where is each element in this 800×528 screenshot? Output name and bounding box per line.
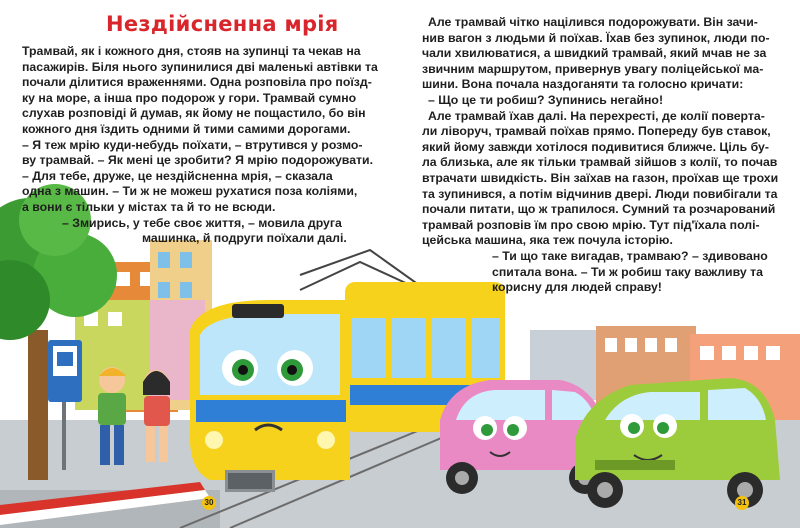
text-line: – Змирись, у тебе своє життя, – мовила друга — [62, 215, 342, 230]
left-page-text — [22, 44, 382, 247]
text-line: чали хвилюватися, а швидкий трамвай, який мчав не за — [422, 46, 767, 61]
text-line: а вони є тільки у містах та й то не всюди. — [22, 199, 276, 214]
text-line: Але трамвай чітко націлився подорожувати. Він зачи- — [428, 15, 758, 29]
text-line: ли ліворуч, трамвай поїхав прямо. Попереду був ставок, — [422, 124, 771, 139]
text-line: – Ти що таке вигадав, трамваю? – здивовано — [492, 248, 768, 263]
text-line: втрачати швидкість. Він заїхав на газон, проїхав ще трохи — [422, 170, 779, 185]
page-number-right: 31 — [735, 496, 749, 510]
text-line: спитала вона. – Ти ж робиш таку важливу та — [492, 264, 763, 279]
text-line: почали питати, що ж трапилося. Сумний та розчарований — [422, 202, 776, 217]
text-line: Трамвай, як і кожного дня, стояв на зупинці та чекав на — [22, 44, 361, 58]
text-line: Але трамвай їхав далі. На перехресті, де колії поверта- — [428, 108, 765, 123]
text-line: одна з машин. – Ти ж не можеш рухатися поза коліями, — [22, 184, 358, 199]
text-line: ку на море, а інша про подорож у гори. Трамвай сумно — [22, 90, 357, 105]
text-line: пасажирів. Біля нього зупинилися дві маленькі автівки та — [22, 59, 378, 74]
text-line: корисну для людей справу! — [492, 280, 662, 295]
text-line: кожного дня їздить одними й тими самими дорогами. — [22, 121, 351, 136]
right-page-text — [422, 15, 782, 296]
text-line: та зупинився, а потім відчинив двері. Люди повибігали та — [422, 186, 778, 201]
text-line: нив вагон з людьми й поїхав. Їхав без зупинок, люди по- — [422, 30, 770, 45]
text-line: звичним маршрутом, привернув увагу поліцейської ма- — [422, 61, 764, 76]
text-line: слухав розповіді й думав, як йому не пощастило, бо він — [22, 106, 366, 121]
text-line: цейська машина, яка теж почула історію. — [422, 233, 673, 248]
text-line: почали ділитися враженнями. Одна розповіла про поїзд- — [22, 75, 372, 90]
text-line: – Для тебе, друже, це нездійсненна мрія, – сказала — [22, 168, 333, 183]
text-line: який йому завжди хотілося подивитися ближче. Ціль бу- — [422, 139, 769, 154]
text-line: шини. Вона почала наздоганяти та голосно кричати: — [422, 77, 744, 92]
text-line: – Я теж мрію куди-небудь поїхати, – втрутився у розмо- — [22, 137, 363, 152]
page-number-left: 30 — [202, 496, 216, 510]
text-line: трамвай розповів їм про свою мрію. Тут під'їхала полі- — [422, 217, 760, 232]
text-line: ла близька, але як тільки трамвай зійшов з колії, то почав — [422, 155, 778, 170]
text-line: ву трамвай. – Як мені це зробити? Я мрію подорожувати. — [22, 153, 374, 168]
right-page — [400, 0, 800, 528]
text-line: машинка, й подруги поїхали далі. — [142, 231, 347, 246]
text-line: – Що це ти робиш? Зупинись негайно! — [428, 92, 664, 107]
story-title: Нездійсненна мрія — [106, 12, 339, 36]
